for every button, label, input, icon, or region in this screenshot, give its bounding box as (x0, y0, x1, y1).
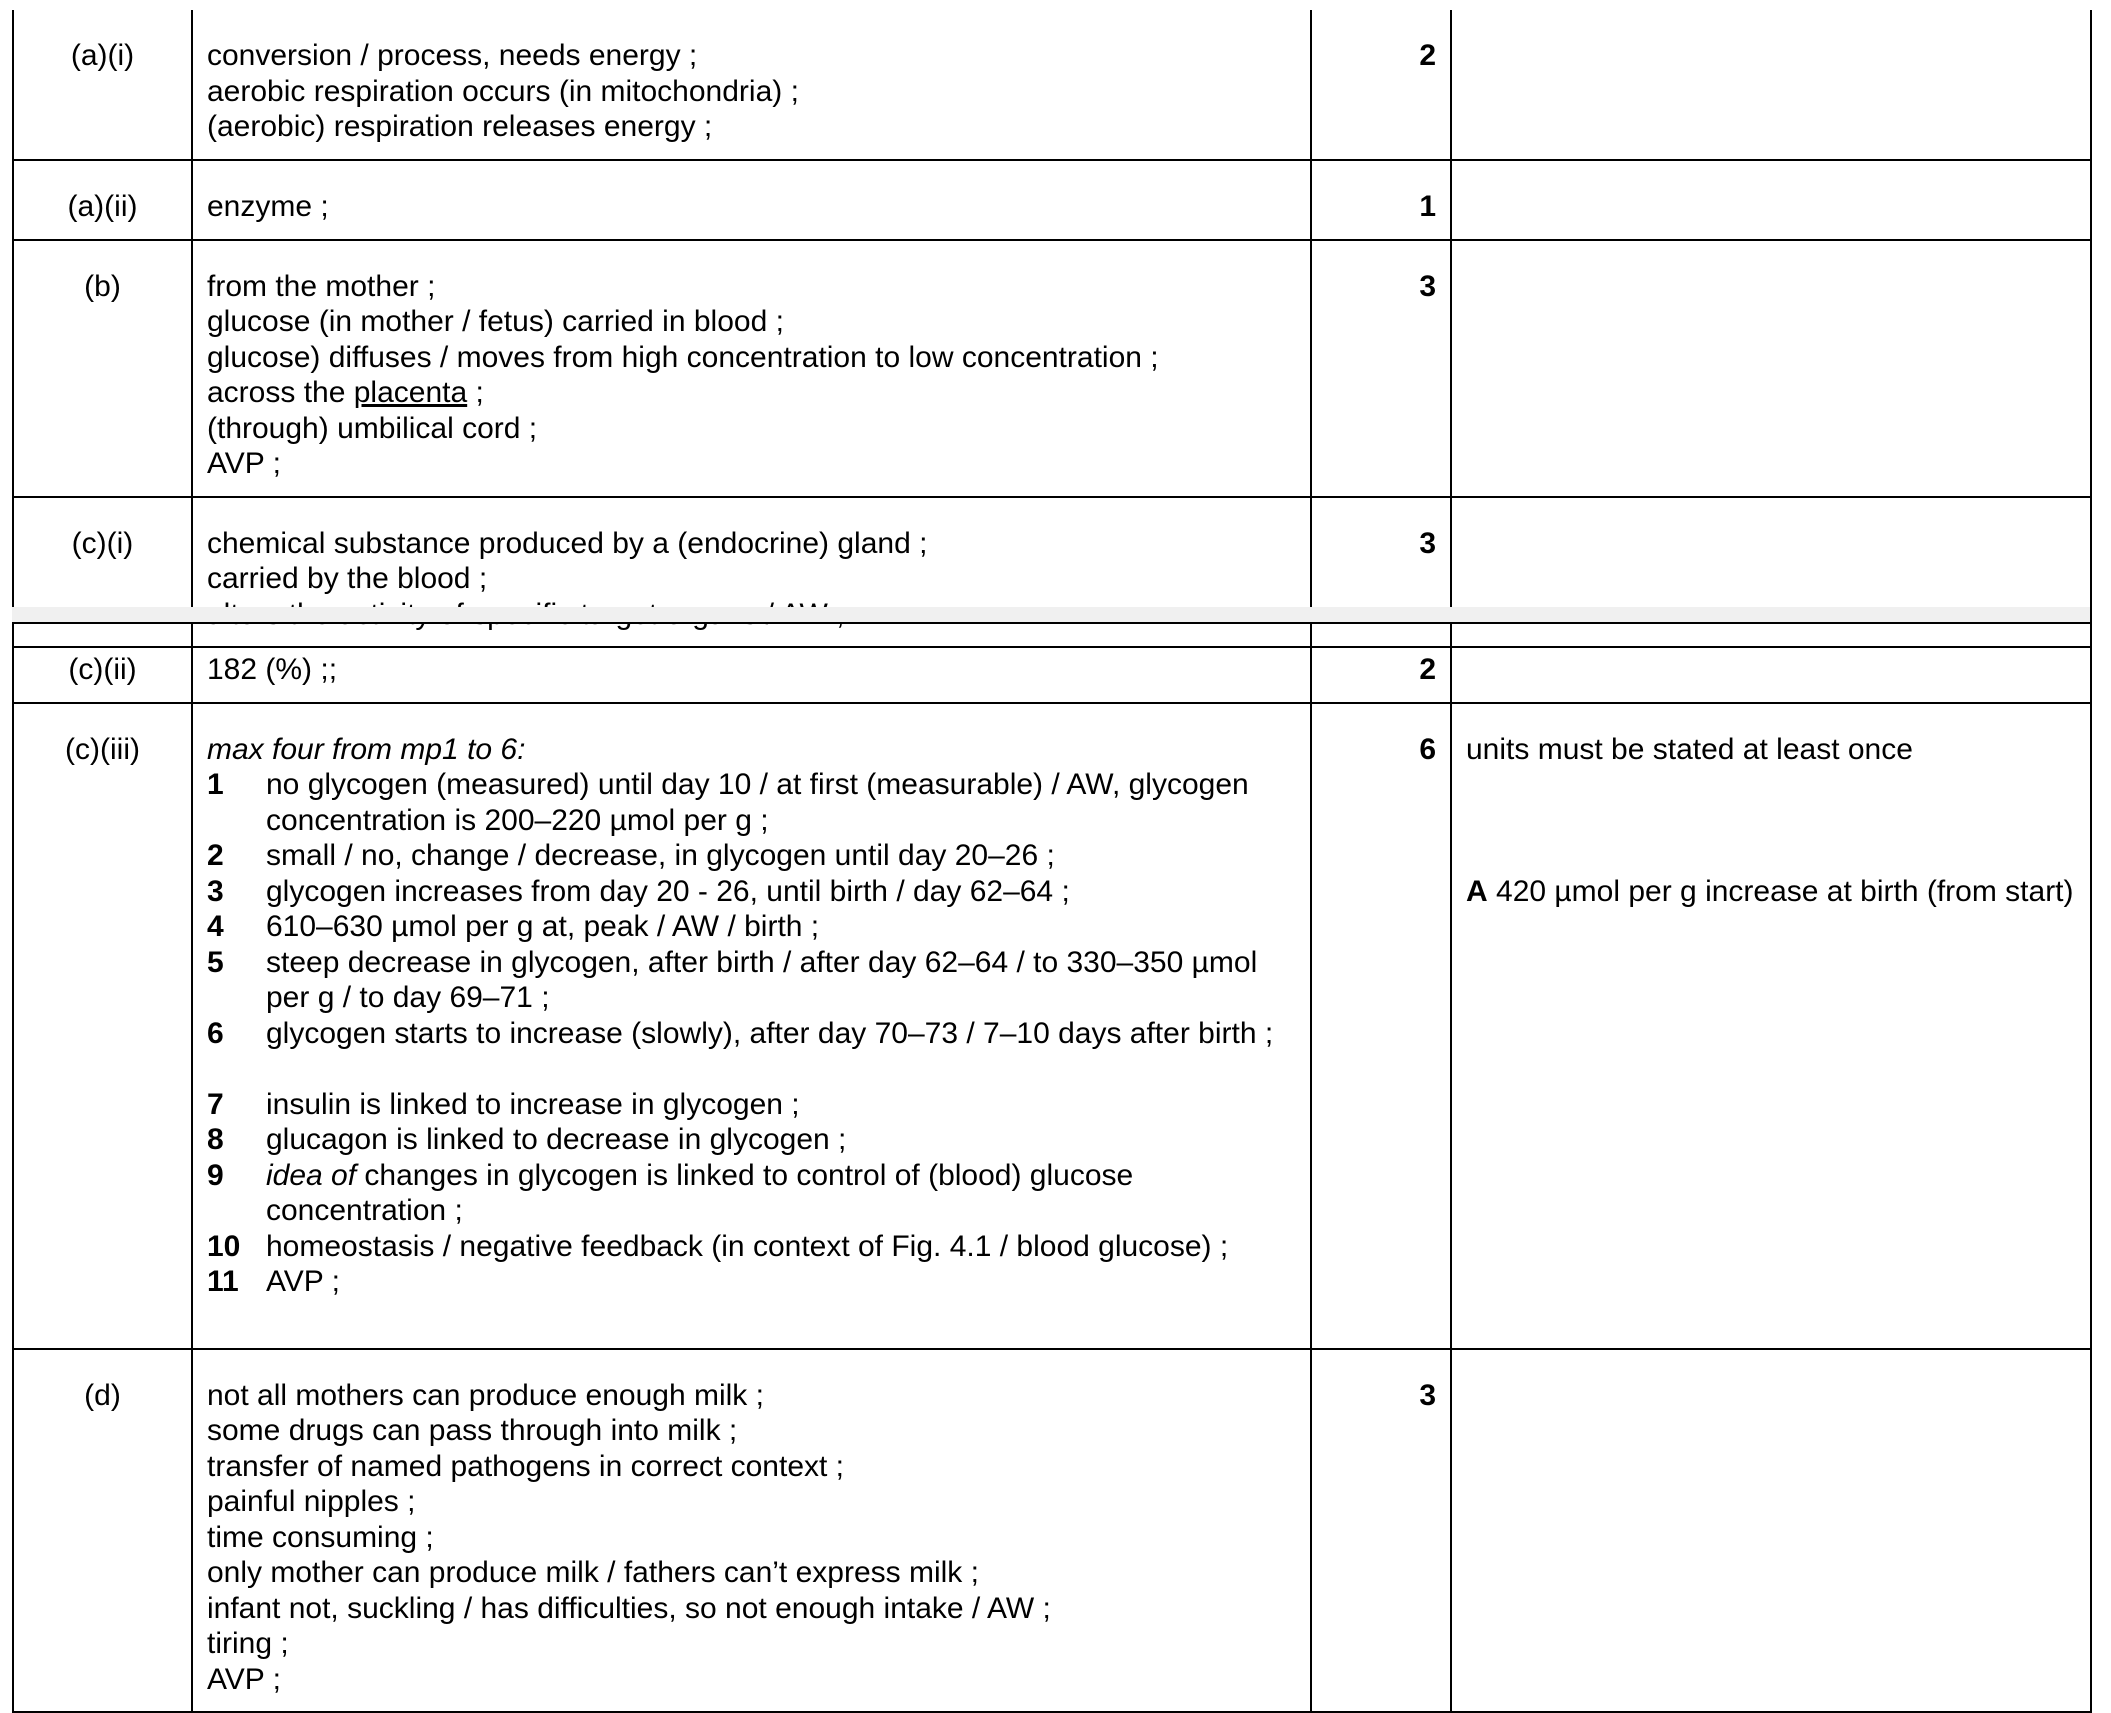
question-number: (c)(ii) (13, 623, 192, 703)
underlined-term: placenta (353, 376, 468, 409)
marking-point-number: 5 (207, 945, 224, 979)
question-number: (a)(i) (13, 10, 192, 160)
marking-point (207, 945, 1296, 1016)
marking-point-number: 1 (207, 768, 224, 801)
answer-line: not all mothers can produce enough milk ; (207, 1378, 764, 1412)
mark-scheme-table-part-1 (12, 10, 2092, 648)
marking-point-number: 6 (207, 1016, 224, 1050)
marks-cell: 2 (1311, 10, 1451, 160)
table-row (13, 623, 2091, 703)
table-row (13, 240, 2091, 497)
marking-point-text: glycogen increases from day 20 - 26, until birth / day 62–64 ; (266, 874, 1070, 908)
answer-cell (192, 160, 1311, 240)
answer-cell (192, 240, 1311, 497)
guidance-cell (1451, 623, 2091, 703)
marking-point-text: insulin is linked to increase in glycogen ; (266, 1087, 800, 1121)
answer-line: carried by the blood ; (207, 562, 488, 595)
answer-line: time consuming ; (207, 1520, 434, 1554)
marking-point (207, 909, 1296, 945)
marks-cell: 3 (1311, 240, 1451, 497)
guidance-line (1466, 874, 2076, 910)
answer-line: tiring ; (207, 1627, 289, 1660)
question-number: (c)(i) (13, 497, 192, 648)
answer-line: glucose (in mother / fetus) carried in blood ; (207, 305, 784, 338)
guidance-cell (1451, 703, 2091, 1349)
answer-line: glucose) diffuses / moves from high concentration to low concentration ; (207, 340, 1159, 374)
question-number: (c)(iii) (13, 703, 192, 1349)
marking-point-number: 3 (207, 874, 224, 908)
marking-point (207, 1158, 1296, 1229)
table-row (13, 1349, 2091, 1713)
answer-cell (192, 10, 1311, 160)
marking-point (207, 1264, 1296, 1300)
page-break (12, 607, 2090, 622)
question-number: (d) (13, 1349, 192, 1713)
answer-cell (192, 1349, 1311, 1713)
marking-point-number: 2 (207, 839, 224, 872)
marking-point-text: homeostasis / negative feedback (in context of Fig. 4.1 / blood glucose) ; (266, 1229, 1229, 1263)
mark-scheme-table-part-2 (12, 622, 2092, 1713)
marks-cell: 1 (1311, 160, 1451, 240)
marking-point-text: no glycogen (measured) until day 10 / at first (measurable) / AW, glycogen concentration is 200–220 µmol per g ; (266, 768, 1249, 837)
marking-point (207, 767, 1296, 838)
marking-point (207, 1087, 1296, 1123)
marks-cell: 3 (1311, 1349, 1451, 1713)
question-number: (b) (13, 240, 192, 497)
answer-line: conversion / process, needs energy ; (207, 39, 698, 72)
marking-point-number: 11 (207, 1265, 239, 1298)
table-row (13, 703, 2091, 1349)
marks-cell: 2 (1311, 623, 1451, 703)
answer-cell (192, 623, 1311, 703)
answer-line: only mother can produce milk / fathers can’t express milk ; (207, 1556, 979, 1589)
marking-point (207, 1016, 1296, 1052)
answer-text: across the (207, 376, 354, 409)
marking-point (207, 874, 1296, 910)
marking-point-number: 7 (207, 1087, 224, 1121)
marking-point-text-rest: changes in glycogen is linked to control of (blood) glucose concentration ; (266, 1158, 1134, 1227)
answer-line: chemical substance produced by a (endocrine) gland ; (207, 526, 928, 560)
answer-line: (through) umbilical cord ; (207, 411, 538, 445)
marking-point-text: 610–630 µmol per g at, peak / AW / birth ; (266, 910, 820, 943)
answer-line: transfer of named pathogens in correct context ; (207, 1449, 845, 1483)
answer-line: (aerobic) respiration releases energy ; (207, 110, 713, 143)
marking-point-text: AVP ; (266, 1265, 340, 1298)
accept-marker: A (1466, 875, 1488, 908)
answer-cell (192, 703, 1311, 1349)
table-row (13, 10, 2091, 160)
answer-line: AVP ; (207, 1662, 281, 1696)
answer-line: painful nipples ; (207, 1485, 416, 1518)
marking-point-text: glucagon is linked to decrease in glycogen ; (266, 1123, 847, 1156)
answer-line: from the mother ; (207, 269, 436, 303)
answer-line: aerobic respiration occurs (in mitochondria) ; (207, 74, 799, 108)
guidance-cell (1451, 10, 2091, 160)
marking-point-text (266, 1158, 1296, 1229)
marking-point-number: 4 (207, 910, 224, 943)
marking-instruction: max four from mp1 to 6: (207, 732, 526, 766)
spacer (1466, 767, 2076, 874)
answer-line: some drugs can pass through into milk ; (207, 1414, 738, 1447)
marking-point (207, 1122, 1296, 1158)
marks-cell: 6 (1311, 703, 1451, 1349)
answer-line: 182 (%) ;; (207, 653, 338, 686)
guidance-cell (1451, 240, 2091, 497)
spacer (207, 1051, 1296, 1087)
italic-phrase: idea of (266, 1158, 357, 1192)
marking-point (207, 838, 1296, 874)
marking-point-number: 8 (207, 1123, 224, 1156)
answer-line: infant not, suckling / has difficulties, so not enough intake / AW ; (207, 1591, 1051, 1625)
marking-point-text: glycogen starts to increase (slowly), after day 70–73 / 7–10 days after birth ; (266, 1016, 1274, 1050)
guidance-cell (1451, 1349, 2091, 1713)
marking-point-text: steep decrease in glycogen, after birth / after day 62–64 / to 330–350 µmol per g / to day 69–71 ; (266, 945, 1258, 1014)
marking-point (207, 1229, 1296, 1265)
marking-point-number: 9 (207, 1158, 224, 1192)
marking-point-number: 10 (207, 1229, 241, 1263)
guidance-cell (1451, 160, 2091, 240)
question-number: (a)(ii) (13, 160, 192, 240)
answer-line: AVP ; (207, 447, 281, 480)
answer-text: ; (467, 376, 484, 409)
table-row (13, 160, 2091, 240)
guidance-text: 420 µmol per g increase at birth (from start) (1487, 875, 2074, 908)
marks-cell: 3 (1311, 497, 1451, 648)
guidance-line: units must be stated at least once (1466, 732, 1913, 766)
answer-line (207, 375, 1296, 411)
answer-line: enzyme ; (207, 190, 329, 223)
marking-point-text: small / no, change / decrease, in glycogen until day 20–26 ; (266, 839, 1055, 872)
